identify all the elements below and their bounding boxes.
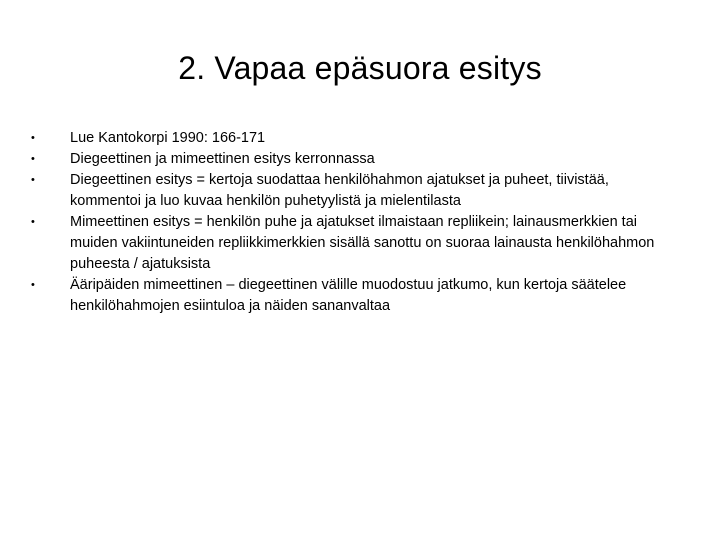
- bullet-text: Diegeettinen esitys = kertoja suodattaa henkilöhahmon ajatukset ja puheet, tiivistää, kommentoi ja luo kuvaa henkilön puhetyylistä ja mielentilasta: [70, 172, 609, 209]
- bullet-icon: •: [31, 132, 35, 144]
- bullet-text: Mimeettinen esitys = henkilön puhe ja ajatukset ilmaistaan repliikein; lainausmerkkien tai muiden vakiintuneiden repliikkimerkkien sisällä sanottu on suoraa lainausta henkilöhahmon puheesta / ajatuksista: [70, 214, 655, 272]
- bullet-icon: •: [31, 279, 35, 291]
- bullet-icon: •: [31, 174, 35, 186]
- list-item: [31, 170, 670, 212]
- list-item: [31, 275, 670, 317]
- bullet-text: Lue Kantokorpi 1990: 166-171: [70, 130, 266, 146]
- list-item: [31, 149, 670, 170]
- list-item: [31, 128, 670, 149]
- bullet-text: Ääripäiden mimeettinen – diegeettinen välille muodostuu jatkumo, kun kertoja säätelee henkilöhahmojen esiintuloa ja näiden sananvaltaa: [70, 277, 627, 314]
- slide-title: 2. Vapaa epäsuora esitys: [178, 50, 542, 86]
- bullet-list: [31, 128, 670, 317]
- bullet-icon: •: [31, 153, 35, 165]
- bullet-icon: •: [31, 216, 35, 228]
- list-item: [31, 212, 670, 275]
- bullet-text: Diegeettinen ja mimeettinen esitys kerronnassa: [70, 151, 375, 167]
